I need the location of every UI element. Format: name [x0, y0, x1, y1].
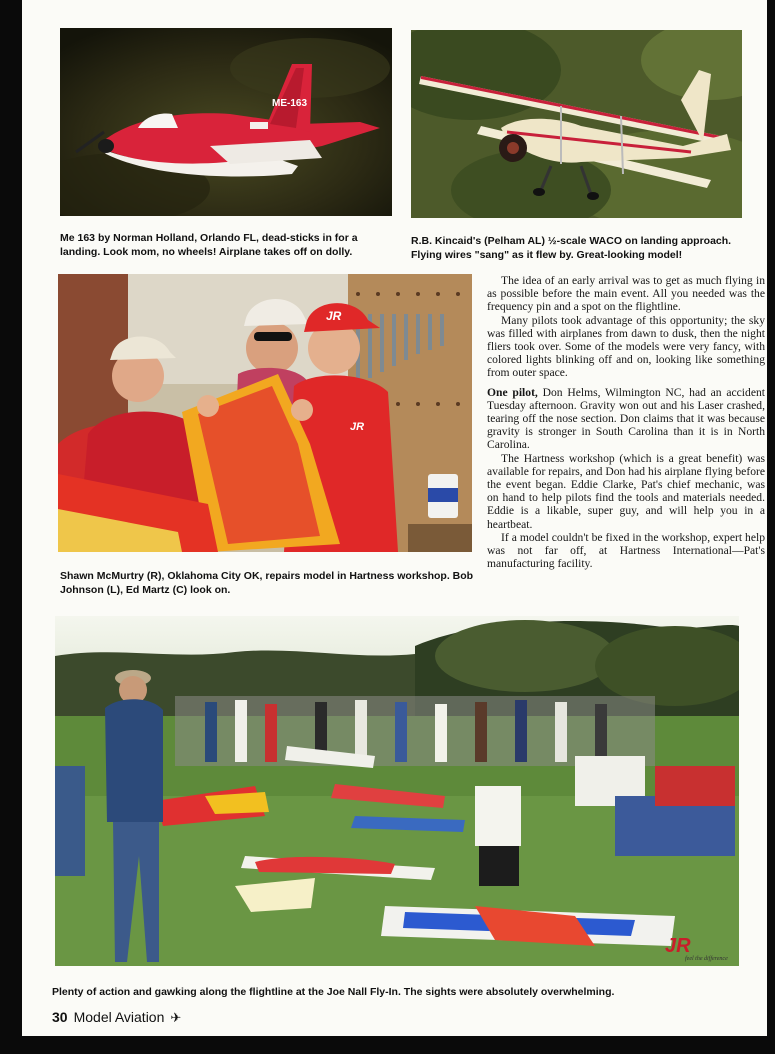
- workshop-illustration: [58, 274, 472, 552]
- me163-caption: Me 163 by Norman Holland, Orlando FL, dead-sticks in for a landing. Look mom, no wheels! Airplane takes off on dolly.: [60, 232, 358, 258]
- scan-border-bottom: [0, 1036, 775, 1054]
- me163-illustration: [60, 28, 392, 216]
- crowd: [175, 696, 655, 766]
- flightline-caption: Plenty of action and gawking along the flightline at the Joe Nall Fly-In. The sights were absolutely overwhelming.: [52, 986, 615, 998]
- workshop-photo: [58, 274, 472, 552]
- paragraph-text: If a model couldn't be fixed in the workshop, expert help was not far off, at Hartness International—Pat's manufacturing facility.: [487, 530, 765, 571]
- scan-border-left: [0, 0, 22, 1054]
- article-paragraph-1: [487, 274, 765, 314]
- paragraph-text: The idea of an early arrival was to get as much flying in as possible before the main event. All you needed was the frequency pin and a spot on the flightline.: [487, 274, 765, 314]
- wing-logo: JR: [665, 935, 691, 957]
- paragraph-text: The Hartness workshop (which is a great benefit) was available for repairs, and Don had his airplane flying before the event began. Eddie Clarke, Pat's chief mechanic, was on hand to help pilots find the tools and materials needed. Eddie is a likable, super guy, and will help you in a heartbeat.: [487, 451, 765, 531]
- waco-photo: [411, 30, 742, 218]
- wing-tagline: feel the difference: [685, 956, 728, 962]
- me163-tail-marking: ME-163: [272, 98, 308, 109]
- article-paragraph-5: [487, 531, 765, 571]
- me163-photo: [60, 28, 392, 216]
- flightline-illustration: [55, 616, 739, 966]
- waco-caption: R.B. Kincaid's (Pelham AL) ½-scale WACO on landing approach. Flying wires "sang" as it flew by. Great-looking model!: [411, 235, 732, 261]
- article-paragraph-3: [487, 386, 765, 452]
- magazine-page: [22, 0, 767, 1036]
- page-number: 30: [52, 1009, 68, 1025]
- article-body: [487, 274, 765, 570]
- paragraph-run-in: One pilot,: [487, 385, 538, 399]
- cap-logo: JR: [326, 309, 342, 323]
- flightline-photo: [55, 616, 739, 966]
- waco-illustration: [411, 30, 742, 218]
- airplane-icon: ✈: [170, 1010, 182, 1025]
- paragraph-text: Many pilots took advantage of this opportunity; the sky was filled with airplanes from dawn to dusk, then the night fliers took over. Some of the models were very fancy, with colored lights blinking off and on, looking like something from outer space.: [487, 313, 765, 380]
- article-paragraph-4: [487, 452, 765, 531]
- page-folio: [52, 1009, 181, 1026]
- scan-border-right: [767, 0, 775, 1054]
- workshop-caption: Shawn McMurtry (R), Oklahoma City OK, repairs model in Hartness workshop. Bob Johnson (L), Ed Martz (C) look on.: [60, 570, 474, 596]
- shirt-logo: JR: [350, 421, 365, 433]
- paragraph-text: Don Helms, Wilmington NC, had an accident Tuesday afternoon. Gravity won out and his Laser crashed, tearing off the nose section. Don claims that it was because gravity is stronger in South Carolina than it is in North Carolina.: [487, 385, 765, 452]
- magazine-name: Model Aviation: [73, 1009, 165, 1025]
- article-paragraph-2: [487, 314, 765, 380]
